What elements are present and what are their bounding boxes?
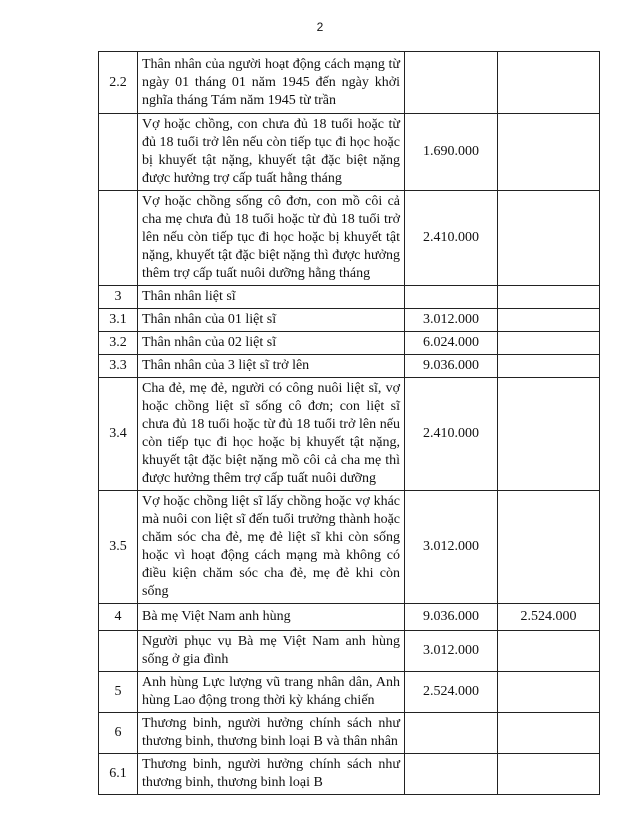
table-row bbox=[99, 604, 600, 631]
row-amount: 6.024.000 bbox=[405, 332, 498, 355]
table-row bbox=[99, 191, 600, 286]
row-extra-amount bbox=[498, 332, 600, 355]
row-amount: 9.036.000 bbox=[405, 355, 498, 378]
table-row bbox=[99, 332, 600, 355]
row-amount: 1.690.000 bbox=[405, 114, 498, 191]
row-extra-amount bbox=[498, 191, 600, 286]
table-row bbox=[99, 631, 600, 672]
row-amount bbox=[405, 713, 498, 754]
row-amount bbox=[405, 286, 498, 309]
table-row bbox=[99, 754, 600, 795]
row-amount: 2.410.000 bbox=[405, 191, 498, 286]
row-number: 2.2 bbox=[99, 52, 138, 114]
row-amount: 3.012.000 bbox=[405, 631, 498, 672]
table-row bbox=[99, 52, 600, 114]
row-extra-amount bbox=[498, 286, 600, 309]
row-description: Vợ hoặc chồng liệt sĩ lấy chồng hoặc vợ khác mà nuôi con liệt sĩ đến tuổi trưởng thành hoặc chăm sóc cha đẻ, mẹ đẻ liệt sĩ khi còn sống hoặc vì hoạt động cách mạng mà không có điều kiện chăm sóc cha đẻ, mẹ đẻ khi còn sống bbox=[138, 491, 405, 604]
row-description: Thương binh, người hưởng chính sách như thương binh, thương binh loại B bbox=[138, 754, 405, 795]
row-number bbox=[99, 191, 138, 286]
page-number: 2 bbox=[316, 20, 324, 34]
row-extra-amount bbox=[498, 491, 600, 604]
row-amount bbox=[405, 52, 498, 114]
row-extra-amount bbox=[498, 309, 600, 332]
row-description: Thân nhân của 3 liệt sĩ trở lên bbox=[138, 355, 405, 378]
row-extra-amount bbox=[498, 672, 600, 713]
table-row bbox=[99, 491, 600, 604]
row-extra-amount bbox=[498, 378, 600, 491]
table-row bbox=[99, 713, 600, 754]
table-row bbox=[99, 672, 600, 713]
row-extra-amount bbox=[498, 52, 600, 114]
row-number bbox=[99, 114, 138, 191]
row-number: 3.4 bbox=[99, 378, 138, 491]
allowance-table bbox=[98, 51, 600, 795]
row-number: 5 bbox=[99, 672, 138, 713]
table-row bbox=[99, 309, 600, 332]
row-extra-amount bbox=[498, 754, 600, 795]
row-description: Anh hùng Lực lượng vũ trang nhân dân, Anh hùng Lao động trong thời kỳ kháng chiến bbox=[138, 672, 405, 713]
row-description: Người phục vụ Bà mẹ Việt Nam anh hùng sống ở gia đình bbox=[138, 631, 405, 672]
row-description: Vợ hoặc chồng, con chưa đủ 18 tuổi hoặc từ đủ 18 tuổi trở lên nếu còn tiếp tục đi học hoặc bị khuyết tật nặng, khuyết tật đặc biệt nặng được hưởng trợ cấp tuất hằng tháng bbox=[138, 114, 405, 191]
row-number: 6 bbox=[99, 713, 138, 754]
row-number: 3.3 bbox=[99, 355, 138, 378]
row-amount: 2.410.000 bbox=[405, 378, 498, 491]
row-description: Thương binh, người hưởng chính sách như thương binh, thương binh loại B và thân nhân bbox=[138, 713, 405, 754]
row-number: 3.2 bbox=[99, 332, 138, 355]
row-amount bbox=[405, 754, 498, 795]
row-amount: 9.036.000 bbox=[405, 604, 498, 631]
row-description: Thân nhân của người hoạt động cách mạng từ ngày 01 tháng 01 năm 1945 đến ngày khởi nghĩa tháng Tám năm 1945 từ trần bbox=[138, 52, 405, 114]
row-description: Thân nhân của 02 liệt sĩ bbox=[138, 332, 405, 355]
table-row bbox=[99, 114, 600, 191]
table-row bbox=[99, 355, 600, 378]
row-amount: 3.012.000 bbox=[405, 309, 498, 332]
row-extra-amount bbox=[498, 114, 600, 191]
row-number: 4 bbox=[99, 604, 138, 631]
table-body bbox=[99, 52, 600, 795]
row-number: 3.1 bbox=[99, 309, 138, 332]
row-number: 3.5 bbox=[99, 491, 138, 604]
row-description: Thân nhân của 01 liệt sĩ bbox=[138, 309, 405, 332]
row-description: Vợ hoặc chồng sống cô đơn, con mồ côi cả cha mẹ chưa đủ 18 tuổi hoặc từ đủ 18 tuổi trở lên nếu còn tiếp tục đi học hoặc bị khuyết tật nặng, khuyết tật đặc biệt nặng thì được hưởng thêm trợ cấp tuất nuôi dưỡng hằng tháng bbox=[138, 191, 405, 286]
row-number: 3 bbox=[99, 286, 138, 309]
row-description: Thân nhân liệt sĩ bbox=[138, 286, 405, 309]
row-extra-amount: 2.524.000 bbox=[498, 604, 600, 631]
row-number bbox=[99, 631, 138, 672]
row-extra-amount bbox=[498, 631, 600, 672]
row-amount: 2.524.000 bbox=[405, 672, 498, 713]
row-description: Bà mẹ Việt Nam anh hùng bbox=[138, 604, 405, 631]
table-row bbox=[99, 378, 600, 491]
table-row bbox=[99, 286, 600, 309]
row-extra-amount bbox=[498, 713, 600, 754]
row-description: Cha đẻ, mẹ đẻ, người có công nuôi liệt sĩ, vợ hoặc chồng liệt sĩ sống cô đơn; con liệt sĩ chưa đủ 18 tuổi hoặc từ đủ 18 tuổi trở lên nếu còn tiếp tục đi học hoặc bị khuyết tật nặng, khuyết tật đặc biệt nặng mồ côi cả cha mẹ thì được hưởng thêm trợ cấp tuất nuôi dưỡng bbox=[138, 378, 405, 491]
row-amount: 3.012.000 bbox=[405, 491, 498, 604]
row-number: 6.1 bbox=[99, 754, 138, 795]
row-extra-amount bbox=[498, 355, 600, 378]
